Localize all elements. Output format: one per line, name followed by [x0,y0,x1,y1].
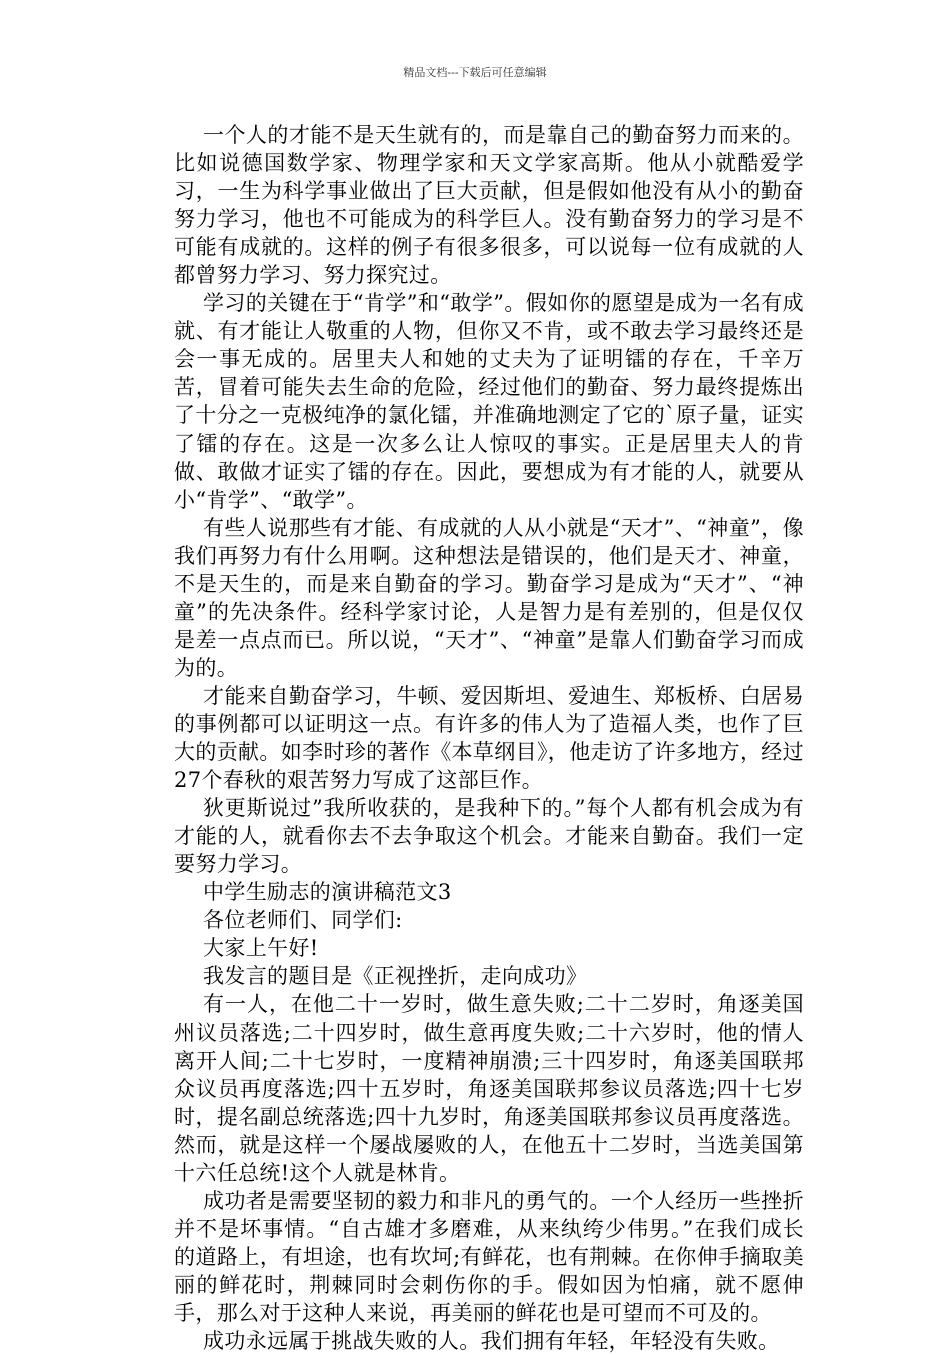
speech-topic: 我发言的题目是《正视挫折，走向成功》 [203,964,588,989]
paragraph-lincoln-story: 有一人，在他二十一岁时，做生意失败;二十二岁时，角逐美国州议员落选;二十四岁时，做生意再度失败;二十六岁时，他的情人离开人间;二十七岁时，一度精神崩溃;三十四岁时，角逐美国联邦众议员再度落选;四十五岁时，角逐美国联邦参议员落选;四十七岁时，提名副总统落选;四十九岁时，角逐美国联邦参议员再度落选。然而，就是这样一个屡战屡败的人，在他五十二岁时，当选美国第十六任总统!这个人就是林肯。 [174,992,804,1185]
paragraph-willing-dare-learn: 学习的关键在于“肯学”和“敢学”。假如你的愿望是成为一名有成就、有才能让人敬重的人物，但你又不肯，或不敢去学习最终还是会一事无成的。居里夫人和她的丈夫为了证明镭的存在，千辛万苦，冒着可能失去生命的危险，经过他们的勤奋、努力最终提炼出了十分之一克极纯净的氯化镭，并准确地测定了它的`原子量，证实了镭的存在。这是一次多么让人惊叹的事实。正是居里夫人的肯做、敢做才证实了镭的存在。因此，要想成为有才能的人，就要从小“肯学”、“敢学”。 [174,291,804,512]
paragraph-perseverance: 成功者是需要坚韧的毅力和非凡的勇气的。一个人经历一些挫折并不是坏事情。“自古雄才多磨难，从来纨绔少伟男。”在我们成长的道路上，有坦途，也有坎坷;有鲜花，也有荆棘。在你伸手摘取美丽的鲜花时，荆棘同时会刺伤你的手。假如因为怕痛，就不愿伸手，那么对于这种人来说，再美丽的鲜花也是可望而不可及的。 [174,1188,804,1325]
paragraph-success-belongs: 成功永远属于挑战失败的人。我们拥有年轻，年轻没有失败。 [203,1329,780,1354]
greeting: 大家上午好! [203,936,319,961]
salutation: 各位老师们、同学们: [203,908,403,933]
page-header: 精品文档---下载后可任意编辑 [403,66,547,79]
paragraph-genius-prodigy: 有些人说那些有才能、有成就的人从小就是“天才”、“神童”，像我们再努力有什么用啊。这种想法是错误的，他们是天才、神童，不是天生的，而是来自勤奋的学习。勤奋学习是成为“天才”、“神童”的先决条件。经科学家讨论，人是智力是有差别的，但是仅仅是差一点点而已。所以说，“天才”、“神童”是靠人们勤奋学习而成为的。 [174,515,804,680]
document-body [174,121,804,1355]
paragraph-talent-diligence: 一个人的才能不是天生就有的，而是靠自己的勤奋努力而来的。比如说德国数学家、物理学家和天文学家高斯。他从小就酷爱学习，一生为科学事业做出了巨大贡献，但是假如他没有从小的勤奋努力学习，他也不可能成为的科学巨人。没有勤奋努力的学习是不可能有成就的。这样的例子有很多很多，可以说每一位有成就的人都曾努力学习、努力探究过。 [174,123,804,288]
paragraph-examples: 才能来自勤奋学习，牛顿、爱因斯坦、爱迪生、郑板桥、白居易的事例都可以证明这一点。有许多的伟人为了造福人类，也作了巨大的贡献。如李时珍的著作《本草纲目》，他走访了许多地方，经过27个春秋的艰苦努力写成了这部巨作。 [174,683,804,793]
section-title: 中学生励志的演讲稿范文3 [203,880,452,905]
paragraph-dickens-quote: 狄更斯说过”我所收获的，是我种下的。”每个人都有机会成为有才能的人，就看你去不去争取这个机会。才能来自勤奋。我们一定要努力学习。 [174,796,804,877]
